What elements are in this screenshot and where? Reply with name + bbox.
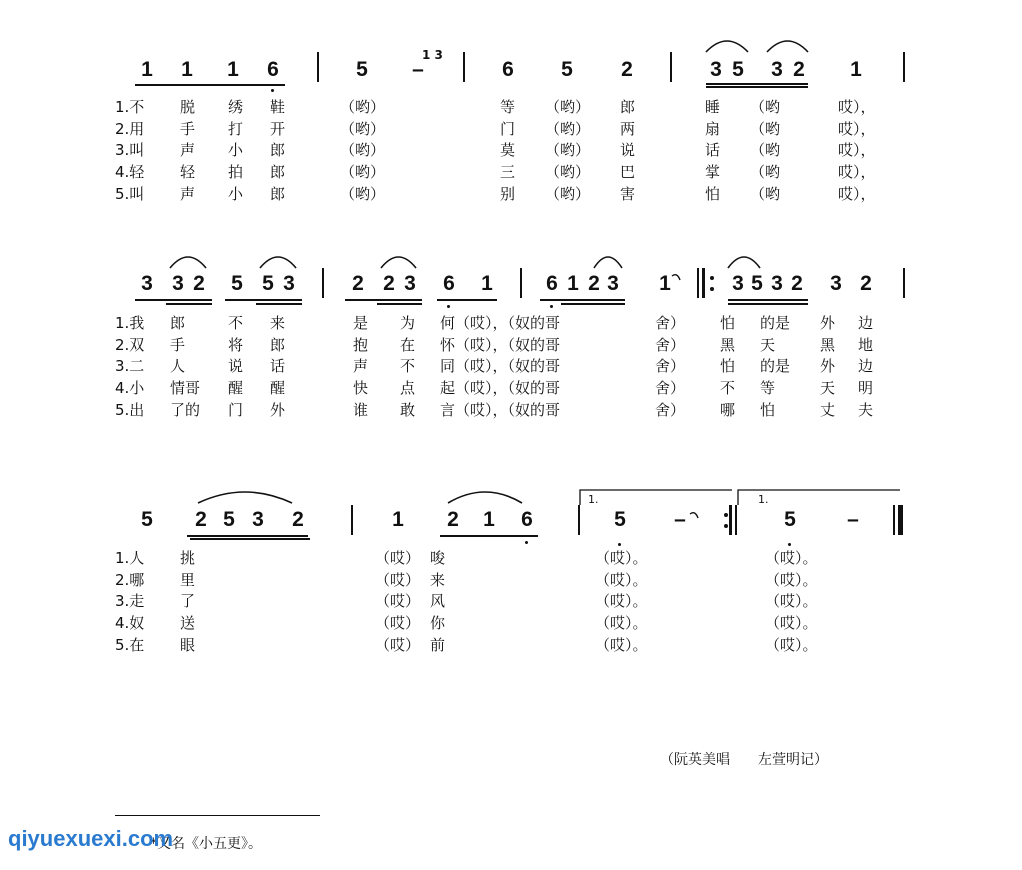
lyric-word: （哎）。 — [765, 592, 818, 611]
lyric-word: 哎）， — [838, 98, 876, 116]
breath-mark — [690, 513, 698, 518]
lyric-word: 手 — [180, 119, 196, 138]
lyric-word: 哎）， — [838, 184, 876, 203]
lyric-word: 3.二 — [115, 357, 145, 376]
lyric-word: （哎） — [375, 614, 421, 633]
lyric-word: 前 — [430, 635, 446, 654]
lyric-word: 黑 — [720, 335, 736, 354]
lyric-word: 轻 — [180, 163, 196, 182]
lyric-word: 起（哎），（奴的哥 — [440, 379, 561, 398]
note: 6 — [521, 508, 533, 531]
volta-bracket — [738, 490, 900, 505]
lyric-word: 送 — [180, 614, 196, 633]
note: 2 — [791, 272, 803, 295]
lyric-word: （哟） — [545, 119, 591, 138]
lyric-word: （哎）。 — [765, 549, 818, 567]
lyric-word: 了 — [180, 592, 196, 611]
lyric-word: 地 — [858, 335, 874, 354]
lyric-word: 脱 — [180, 98, 196, 116]
lyric-word: （哎）。 — [595, 635, 648, 654]
lyric-word: （哟） — [545, 98, 591, 116]
slur — [381, 257, 416, 268]
lyric-word: （哟） — [340, 119, 386, 138]
note: 5 — [614, 508, 626, 531]
lyric-word: 哎）， — [838, 163, 876, 182]
lyric-word: 三 — [500, 163, 516, 182]
breath-mark — [672, 275, 680, 280]
note: 6 — [546, 272, 558, 295]
lyric-word: 小 — [228, 141, 244, 160]
note: 2 — [793, 58, 805, 81]
lyric-word: （哟 — [750, 119, 781, 138]
note: 1 — [141, 58, 153, 81]
note: 1 — [392, 508, 404, 531]
lyric-word: （哎）。 — [595, 614, 648, 633]
lyric-word: 舍） — [655, 357, 686, 376]
note: 3 — [771, 272, 783, 295]
note: – — [674, 508, 686, 531]
lyric-word: 外 — [820, 314, 836, 332]
lyric-word: （哟） — [340, 98, 386, 116]
note: 5 — [356, 58, 368, 81]
lyric-word: 舍） — [655, 379, 686, 398]
note: 3 — [732, 272, 744, 295]
lyric-word: 等 — [760, 379, 776, 398]
lyric-word: 巴 — [620, 163, 636, 182]
lyric-word: 打 — [228, 119, 244, 138]
lyric-word: 在 — [400, 335, 416, 354]
lyric-word: 不 — [400, 357, 416, 376]
lyric-word: （哎） — [375, 549, 421, 567]
lyric-word: 门 — [228, 400, 244, 419]
lyric-word: 怕 — [720, 314, 736, 332]
lyric-word: 边 — [858, 357, 874, 376]
lyric-word: 黑 — [820, 335, 836, 354]
lyric-word: 了的 — [170, 400, 201, 419]
lyric-word: 郎 — [270, 184, 286, 203]
lyric-word: 舍） — [655, 335, 686, 354]
volta-2-label: 1. — [758, 493, 769, 506]
lyric-word: 怕 — [760, 400, 776, 419]
lyric-word: 醒 — [228, 379, 244, 398]
note: 2 — [860, 272, 872, 295]
slur — [448, 492, 522, 503]
lyric-word: 快 — [353, 379, 369, 398]
lyric-word: 哪 — [720, 400, 736, 419]
lyric-word: 话 — [705, 141, 721, 160]
lyric-word: （哟 — [750, 163, 781, 182]
note: 5 — [561, 58, 573, 81]
lyric-word: 4.轻 — [115, 163, 145, 182]
note: 2 — [352, 272, 364, 295]
lyric-word: 唆 — [430, 549, 446, 567]
lyric-word: 来 — [430, 570, 446, 589]
lyric-word: 害 — [620, 184, 636, 203]
slur — [260, 257, 296, 268]
note: – — [412, 58, 424, 81]
note: 3 — [607, 272, 619, 295]
note: 1 — [227, 58, 239, 81]
lyric-word: （哟） — [545, 184, 591, 203]
volta-bracket — [580, 490, 732, 505]
footnote-rule — [115, 815, 320, 816]
lyric-word: （哟 — [750, 184, 781, 203]
slur — [706, 41, 748, 52]
slur — [594, 257, 622, 268]
note: 5 — [141, 508, 153, 531]
lyric-word: 天 — [760, 335, 776, 354]
lyric-word: 天 — [820, 379, 836, 398]
note: 5 — [732, 58, 744, 81]
lyric-word: 3.走 — [115, 592, 145, 611]
lyric-word: 怕 — [705, 184, 721, 203]
lyric-word: 小 — [228, 184, 244, 203]
lyric-word: 4.奴 — [115, 614, 145, 633]
credit: （阮英美唱 左萱明记） — [660, 752, 828, 768]
lyric-word: 3.叫 — [115, 141, 145, 160]
lyric-word: （哎）。 — [595, 592, 648, 611]
note: 6 — [502, 58, 514, 81]
lyric-word: 怕 — [720, 357, 736, 376]
lyric-word: （哎）。 — [765, 635, 818, 654]
lyric-word: 5.叫 — [115, 184, 145, 203]
lyric-word: （哟 — [750, 98, 781, 116]
lyric-word: 4.小 — [115, 379, 145, 398]
lyric-word: 2.双 — [115, 335, 145, 354]
note: – — [847, 508, 859, 531]
lyric-word: 哎）， — [838, 141, 876, 160]
lyric-word: （哎）。 — [595, 549, 648, 567]
slur — [198, 492, 292, 503]
lyric-word: 1.不 — [115, 98, 145, 116]
note: 1 — [659, 272, 671, 295]
lyric-word: 扇 — [705, 119, 721, 138]
lyric-word: 醒 — [270, 379, 286, 398]
lyric-word: （哎） — [375, 635, 421, 654]
lyric-word: （哎） — [375, 592, 421, 611]
note: 1 — [483, 508, 495, 531]
lyric-word: 哎）， — [838, 119, 876, 138]
note: 3 — [172, 272, 184, 295]
note: 5 — [231, 272, 243, 295]
lyric-word: 的是 — [760, 314, 791, 332]
slur — [170, 257, 206, 268]
slur — [767, 41, 808, 52]
lyric-word: 情哥 — [170, 379, 201, 398]
lyric-word: 是 — [353, 314, 369, 332]
lyric-word: 声 — [353, 357, 369, 376]
lyric-word: 不 — [228, 314, 244, 332]
lyric-word: 开 — [270, 119, 286, 138]
lyric-word: 声 — [180, 141, 196, 160]
lyric-word: 手 — [170, 335, 186, 354]
lyric-word: 睡 — [705, 98, 721, 116]
lyric-word: 眼 — [180, 635, 196, 654]
note: 2 — [292, 508, 304, 531]
note: 3 — [771, 58, 783, 81]
lyric-word: （哎）。 — [765, 614, 818, 633]
lyric-word: （哟） — [340, 163, 386, 182]
note: 3 — [710, 58, 722, 81]
lyric-word: 舍） — [655, 400, 686, 419]
lyric-word: 边 — [858, 314, 874, 332]
note: 2 — [193, 272, 205, 295]
lyric-word: 2.用 — [115, 119, 145, 138]
lyric-word: 1.人 — [115, 549, 145, 567]
lyric-word: 拍 — [228, 163, 244, 182]
lyric-word: 外 — [820, 357, 836, 376]
lyric-word: 说 — [620, 141, 636, 160]
lyric-word: 鞋 — [270, 98, 286, 116]
note: 1 — [481, 272, 493, 295]
lyric-word: 的是 — [760, 357, 791, 376]
note: 5 — [751, 272, 763, 295]
lyric-word: （哎）。 — [765, 570, 818, 589]
lyric-word: 挑 — [180, 549, 196, 567]
note: 5 — [262, 272, 274, 295]
lyric-word: 郎 — [270, 141, 286, 160]
lyric-word: 人 — [170, 357, 186, 376]
lyric-word: 里 — [180, 570, 196, 589]
lyric-word: （哟） — [545, 163, 591, 182]
lyric-word: 2.哪 — [115, 570, 145, 589]
lyric-word: 绣 — [228, 98, 244, 116]
lyric-word: 郎 — [170, 314, 186, 332]
lyric-word: （哟） — [545, 141, 591, 160]
note: 3 — [404, 272, 416, 295]
watermark: qiyuexuexi.com — [8, 826, 174, 851]
note: 5 — [223, 508, 235, 531]
lyric-word: 5.在 — [115, 635, 145, 654]
lyric-word: 明 — [858, 379, 874, 398]
lyric-word: 敢 — [400, 400, 416, 419]
note: 3 — [141, 272, 153, 295]
lyric-word: 夫 — [858, 400, 874, 419]
note: 2 — [588, 272, 600, 295]
lyric-word: 郎 — [620, 98, 636, 116]
lyric-word: 5.出 — [115, 400, 145, 419]
lyric-word: （哟） — [340, 184, 386, 203]
lyric-word: 等 — [500, 98, 516, 116]
lyric-word: 莫 — [500, 141, 516, 160]
lyric-word: 抱 — [353, 335, 369, 354]
lyric-word: 丈 — [820, 400, 836, 419]
lyric-word: 两 — [620, 119, 636, 138]
note: 3 — [283, 272, 295, 295]
volta-1-label: 1. — [588, 493, 599, 506]
lyric-word: 外 — [270, 400, 286, 419]
lyric-word: 风 — [430, 592, 446, 611]
lyric-word: 1.我 — [115, 314, 145, 332]
lyric-word: 舍） — [655, 314, 686, 332]
note: 1 — [850, 58, 862, 81]
lyric-word: 将 — [228, 335, 244, 354]
lyric-word: 为 — [400, 314, 416, 332]
lyric-word: 说 — [228, 357, 244, 376]
lyric-word: 郎 — [270, 335, 286, 354]
lyric-word: （哎）。 — [595, 570, 648, 589]
lyric-word: 声 — [180, 184, 196, 203]
note: 3 — [252, 508, 264, 531]
note: 2 — [447, 508, 459, 531]
note: 6 — [443, 272, 455, 295]
lyric-word: 言（哎），（奴的哥 — [440, 400, 561, 419]
lyric-word: （哟） — [340, 141, 386, 160]
note: 5 — [784, 508, 796, 531]
note: 1 — [567, 272, 579, 295]
note: 3 — [830, 272, 842, 295]
lyric-word: 别 — [500, 184, 516, 203]
note: 2 — [621, 58, 633, 81]
lyric-word: 怀（哎），（奴的哥 — [440, 335, 561, 354]
lyric-word: 掌 — [705, 163, 721, 182]
lyric-word: 话 — [270, 357, 286, 376]
note: 1 — [181, 58, 193, 81]
lyric-word: 郎 — [270, 163, 286, 182]
lyric-word: 谁 — [353, 400, 369, 419]
grace-notes: 1 3 — [422, 48, 443, 62]
note: 2 — [383, 272, 395, 295]
lyric-word: 点 — [400, 379, 416, 398]
lyric-word: 你 — [430, 614, 446, 633]
footnote: *又名《小五更》。 — [150, 836, 262, 852]
lyric-word: 不 — [720, 379, 736, 398]
note: 6 — [267, 58, 279, 81]
lyric-word: 同（哎），（奴的哥 — [440, 357, 561, 376]
lyric-word: 来 — [270, 314, 286, 332]
lyric-word: （哎） — [375, 570, 421, 589]
slur — [728, 257, 760, 268]
lyric-word: 门 — [500, 119, 516, 138]
lyric-word: 何（哎），（奴的哥 — [440, 314, 561, 332]
lyric-word: （哟 — [750, 141, 781, 160]
note: 2 — [195, 508, 207, 531]
